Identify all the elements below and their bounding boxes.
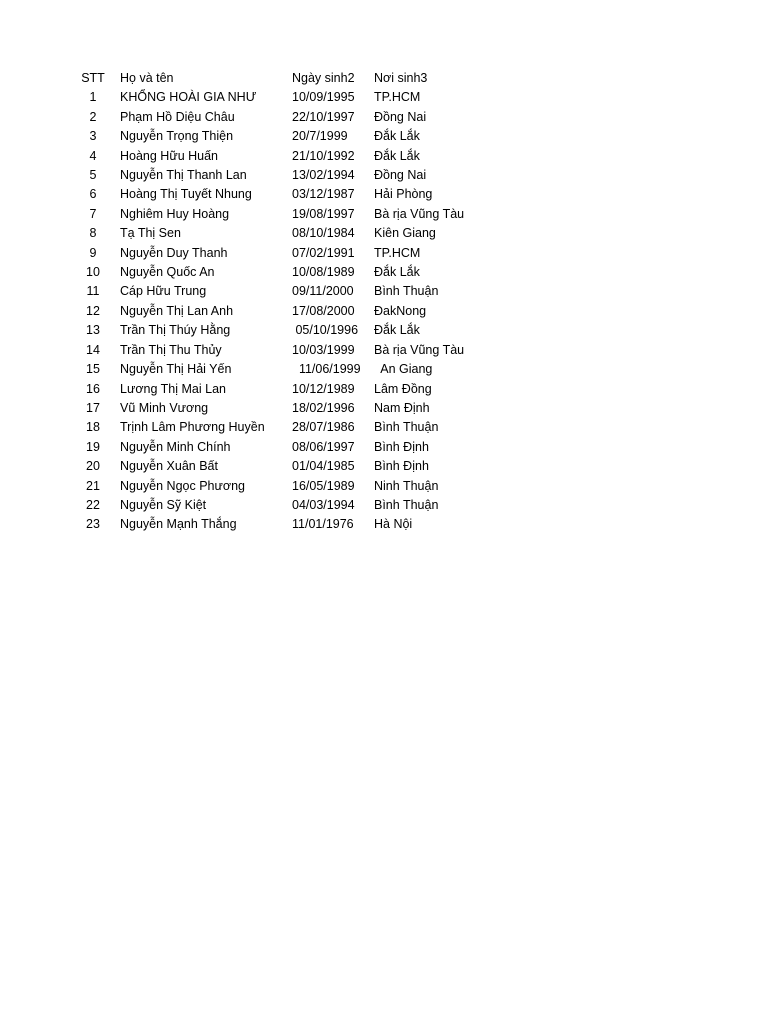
table-row: [0, 380, 494, 399]
cell-name: Nguyễn Ngọc Phương: [120, 478, 245, 493]
cell-pob: Đắk Lắk: [374, 129, 420, 144]
cell-name: Nguyễn Thị Lan Anh: [120, 303, 234, 318]
header-pob: Nơi sinh3: [374, 71, 428, 85]
cell-stt-value: 18: [86, 420, 100, 435]
table-row: [0, 127, 494, 146]
cell-dob: 09/11/2000: [292, 284, 354, 299]
cell-stt: [0, 263, 120, 282]
cell-pob: Kiên Giang: [374, 226, 436, 241]
cell-stt: [0, 302, 120, 321]
table-row: [0, 205, 494, 224]
cell-pob: TP.HCM: [374, 245, 421, 260]
student-table: [0, 69, 494, 535]
cell-name: Tạ Thị Sen: [120, 226, 181, 241]
table-row: [0, 515, 494, 534]
cell-name: Nguyễn Duy Thanh: [120, 245, 228, 260]
cell-pob: An Giang: [374, 362, 433, 377]
cell-dob: 07/02/1991: [292, 245, 355, 260]
cell-stt-value: 22: [86, 497, 100, 512]
cell-pob: Bình Định: [374, 439, 429, 454]
cell-stt-value: 21: [86, 478, 100, 493]
cell-dob: 08/06/1997: [292, 439, 355, 454]
cell-pob: Bình Thuận: [374, 420, 439, 435]
cell-stt-value: 2: [89, 109, 97, 124]
cell-stt-value: 15: [86, 362, 100, 377]
table-row: [0, 457, 494, 476]
cell-stt-value: 11: [86, 284, 100, 299]
cell-dob: 13/02/1994: [292, 168, 355, 183]
table-row: [0, 147, 494, 166]
cell-dob: 05/10/1996: [292, 323, 359, 338]
cell-stt-value: 3: [89, 129, 97, 144]
cell-stt-value: 23: [86, 517, 100, 532]
cell-dob: 22/10/1997: [292, 109, 355, 124]
cell-stt-value: 4: [89, 148, 97, 163]
cell-dob: 10/12/1989: [292, 381, 355, 396]
cell-pob: Ninh Thuận: [374, 478, 439, 493]
cell-dob: 08/10/1984: [292, 226, 355, 241]
cell-stt: [0, 88, 120, 107]
cell-stt-value: 16: [86, 381, 100, 396]
header-name: Họ và tên: [120, 71, 174, 85]
header-dob: Ngày sinh2: [292, 71, 355, 85]
cell-stt: [0, 205, 120, 224]
cell-dob: 19/08/1997: [292, 206, 355, 221]
cell-stt-value: 9: [89, 245, 97, 260]
table-row: [0, 341, 494, 360]
cell-pob: Đồng Nai: [374, 168, 427, 183]
cell-stt: [0, 418, 120, 437]
cell-name: Trần Thị Thúy Hằng: [120, 323, 231, 338]
table-row: [0, 185, 494, 204]
header-stt: [0, 69, 120, 88]
cell-stt: [0, 244, 120, 263]
cell-stt: [0, 477, 120, 496]
cell-dob: 11/06/1999: [292, 362, 361, 377]
table-header-row: [0, 69, 494, 88]
cell-dob: 20/7/1999: [292, 129, 348, 144]
cell-stt: [0, 380, 120, 399]
cell-pob: Bà rịa Vũng Tàu: [374, 342, 465, 357]
cell-stt: [0, 147, 120, 166]
cell-pob: Đắk Lắk: [374, 323, 420, 338]
cell-stt-value: 13: [86, 323, 100, 338]
cell-stt: [0, 282, 120, 301]
cell-name: Hoàng Thị Tuyết Nhung: [120, 187, 252, 202]
cell-pob: Lâm Đồng: [374, 381, 432, 396]
cell-dob: 21/10/1992: [292, 148, 355, 163]
table-row: [0, 282, 494, 301]
cell-pob: TP.HCM: [374, 90, 421, 105]
table-row: [0, 224, 494, 243]
cell-stt: [0, 515, 120, 534]
cell-pob: Hà Nội: [374, 517, 413, 532]
cell-name: Nguyễn Xuân Bất: [120, 459, 218, 474]
cell-name: Nguyễn Thị Thanh Lan: [120, 168, 247, 183]
cell-name: Hoàng Hữu Huấn: [120, 148, 219, 163]
cell-stt: [0, 108, 120, 127]
table-row: [0, 418, 494, 437]
cell-name: Lương Thị Mai Lan: [120, 381, 226, 396]
cell-dob: 01/04/1985: [292, 459, 355, 474]
cell-stt-value: 5: [89, 168, 97, 183]
cell-stt: [0, 224, 120, 243]
cell-dob: 10/03/1999: [292, 342, 355, 357]
cell-stt-value: 6: [89, 187, 97, 202]
cell-stt-value: 20: [86, 459, 100, 474]
cell-name: Cáp Hữu Trung: [120, 284, 207, 299]
cell-stt-value: 14: [86, 342, 100, 357]
table-row: [0, 438, 494, 457]
table-row: [0, 360, 494, 379]
cell-stt: [0, 166, 120, 185]
table-row: [0, 477, 494, 496]
cell-pob: Bình Thuận: [374, 284, 439, 299]
cell-stt: [0, 127, 120, 146]
cell-name: Nguyễn Trọng Thiện: [120, 129, 234, 144]
cell-stt: [0, 496, 120, 515]
header-stt-label: STT: [81, 71, 105, 85]
table-row: [0, 244, 494, 263]
cell-stt-value: 8: [89, 226, 97, 241]
student-list-sheet: [0, 69, 768, 535]
cell-name: Vũ Minh Vương: [120, 400, 209, 415]
cell-name: KHỔNG HOÀI GIA NHƯ: [120, 90, 257, 105]
cell-name: Nguyễn Quốc An: [120, 265, 215, 280]
cell-stt-value: 19: [86, 439, 100, 454]
cell-dob: 11/01/1976: [292, 517, 354, 532]
cell-stt-value: 12: [86, 303, 100, 318]
cell-pob: Đồng Nai: [374, 109, 427, 124]
cell-dob: 10/08/1989: [292, 265, 355, 280]
table-row: [0, 321, 494, 340]
cell-pob: Đắk Lắk: [374, 265, 420, 280]
cell-stt-value: 17: [86, 400, 100, 415]
cell-stt-value: 7: [89, 206, 97, 221]
cell-stt: [0, 438, 120, 457]
cell-stt: [0, 185, 120, 204]
cell-name: Trịnh Lâm Phương Huyền: [120, 420, 265, 435]
cell-pob: Hải Phòng: [374, 187, 433, 202]
cell-stt-value: 10: [86, 265, 100, 280]
cell-stt: [0, 321, 120, 340]
table-row: [0, 399, 494, 418]
cell-pob: Bình Định: [374, 459, 429, 474]
cell-stt: [0, 457, 120, 476]
cell-stt: [0, 360, 120, 379]
cell-pob: Đắk Lắk: [374, 148, 420, 163]
cell-name: Nghiêm Huy Hoàng: [120, 206, 230, 221]
cell-dob: 16/05/1989: [292, 478, 355, 493]
cell-stt: [0, 399, 120, 418]
cell-dob: 28/07/1986: [292, 420, 355, 435]
cell-name: Trần Thị Thu Thủy: [120, 342, 222, 357]
cell-name: Nguyễn Sỹ Kiệt: [120, 497, 207, 512]
table-row: [0, 166, 494, 185]
cell-pob: Bà rịa Vũng Tàu: [374, 206, 465, 221]
cell-pob: ĐakNong: [374, 303, 427, 318]
table-row: [0, 496, 494, 515]
cell-pob: Nam Định: [374, 400, 430, 415]
cell-stt: [0, 341, 120, 360]
cell-stt-value: 1: [89, 90, 97, 105]
table-row: [0, 108, 494, 127]
cell-pob: Bình Thuận: [374, 497, 439, 512]
cell-dob: 18/02/1996: [292, 400, 355, 415]
table-body: [0, 88, 494, 534]
cell-name: Nguyễn Mạnh Thắng: [120, 517, 237, 532]
table-row: [0, 88, 494, 107]
cell-dob: 17/08/2000: [292, 303, 355, 318]
cell-dob: 10/09/1995: [292, 90, 355, 105]
cell-dob: 03/12/1987: [292, 187, 355, 202]
table-row: [0, 263, 494, 282]
table-row: [0, 302, 494, 321]
cell-name: Phạm Hồ Diệu Châu: [120, 109, 235, 124]
cell-name: Nguyễn Thị Hải Yến: [120, 362, 232, 377]
cell-dob: 04/03/1994: [292, 497, 355, 512]
cell-name: Nguyễn Minh Chính: [120, 439, 231, 454]
